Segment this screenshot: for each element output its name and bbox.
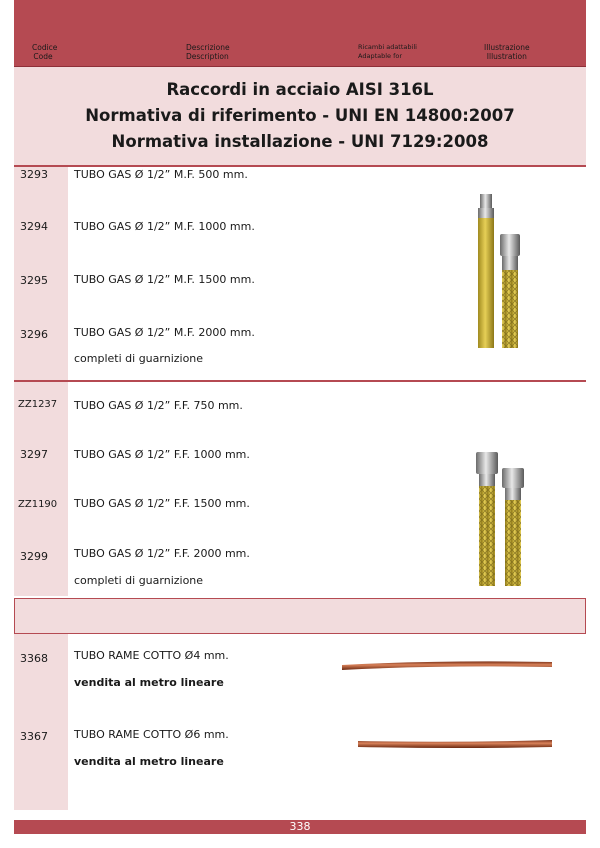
item-description: TUBO GAS Ø 1/2” F.F. 1500 mm. <box>74 497 250 510</box>
page-number: 338 <box>14 820 586 834</box>
title-line-3: Normativa installazione - UNI 7129:2008 <box>111 132 489 151</box>
item-code: 3368 <box>20 652 48 665</box>
section-divider <box>14 380 586 382</box>
item-code: 3294 <box>20 220 48 233</box>
table-header <box>14 0 586 67</box>
item-code: 3293 <box>20 168 48 181</box>
item-note: completi di guarnizione <box>74 352 204 365</box>
item-note: completi di guarnizione <box>74 574 204 587</box>
item-description: TUBO GAS Ø 1/2” F.F. 750 mm. <box>74 399 243 412</box>
item-description: TUBO RAME COTTO Ø6 mm. <box>74 728 229 741</box>
title-line-2: Normativa di riferimento - UNI EN 14800:2007 <box>85 106 515 125</box>
copper-tube-6mm-image <box>356 736 556 752</box>
code-column-section-2 <box>14 382 68 596</box>
header-code <box>32 43 58 61</box>
item-description: TUBO GAS Ø 1/2” M.F. 500 mm. <box>74 168 248 181</box>
item-code: ZZ1237 <box>18 399 58 410</box>
item-code: 3299 <box>20 550 48 563</box>
header-code-en: Code <box>33 52 53 61</box>
item-description: TUBO RAME COTTO Ø4 mm. <box>74 649 229 662</box>
header-adaptable-parts <box>358 43 417 61</box>
item-note: vendita al metro lineare <box>74 676 224 689</box>
header-parts-it: Ricambi adattabili <box>358 43 417 51</box>
item-note: vendita al metro lineare <box>74 755 224 768</box>
gas-hose-mf-image <box>470 190 530 352</box>
item-description: TUBO GAS Ø 1/2” F.F. 1000 mm. <box>74 448 250 461</box>
header-illus-en: Illustration <box>486 52 527 61</box>
item-description: TUBO GAS Ø 1/2” M.F. 1000 mm. <box>74 220 255 233</box>
item-description: TUBO GAS Ø 1/2” M.F. 2000 mm. <box>74 326 255 339</box>
empty-section-band <box>14 598 586 634</box>
item-code: 3367 <box>20 730 48 743</box>
header-code-it: Codice <box>32 43 58 52</box>
item-code: ZZ1190 <box>18 499 58 510</box>
title-line-1: Raccordi in acciaio AISI 316L <box>166 80 434 99</box>
copper-tube-4mm-image <box>340 656 556 672</box>
header-illus-it: Illustrazione <box>484 43 530 52</box>
header-desc-it: Descrizione <box>186 43 230 52</box>
item-code: 3297 <box>20 448 48 461</box>
header-illustration <box>484 43 530 61</box>
header-description <box>186 43 230 61</box>
header-parts-en: Adaptable for <box>358 52 403 60</box>
item-code: 3296 <box>20 328 48 341</box>
item-description: TUBO GAS Ø 1/2” F.F. 2000 mm. <box>74 547 250 560</box>
item-description: TUBO GAS Ø 1/2” M.F. 1500 mm. <box>74 273 255 286</box>
title-block <box>14 67 586 167</box>
item-code: 3295 <box>20 274 48 287</box>
header-desc-en: Description <box>186 52 229 61</box>
gas-hose-ff-image <box>470 448 530 588</box>
